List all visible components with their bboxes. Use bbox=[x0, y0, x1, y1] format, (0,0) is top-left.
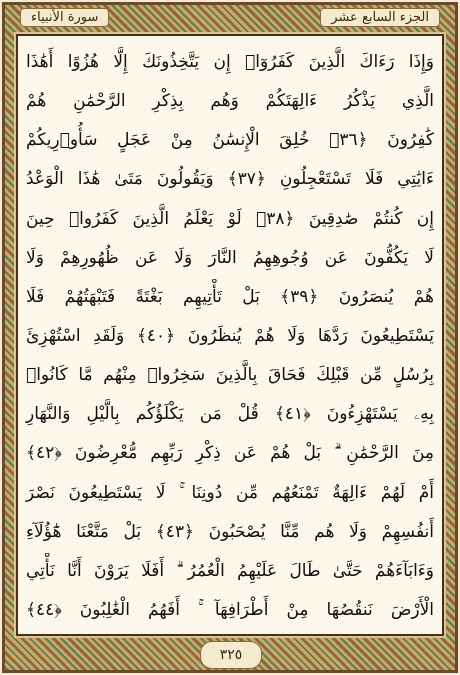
text-line: أَمْ لَهُمْ ءَالِهَةٌ تَمْنَعُهُم مِّن دُونِنَا ۚ لَا يَسْتَطِيعُونَ نَصْرَ bbox=[26, 482, 434, 503]
text-line: ءَايَٰتِي فَلَا تَسْتَعْجِلُونِ ﴿٣٧﴾ وَيَقُولُونَ مَتَىٰ هَٰذَا الْوَعْدُ bbox=[26, 169, 434, 190]
text-line: لَا يَكُفُّونَ عَن وُجُوهِهِمُ النَّارَ وَلَا عَن ظُهُورِهِمْ وَلَا bbox=[26, 247, 434, 268]
text-line: كَٰفِرُونَ ﴿٣٦﴾ خُلِقَ الْإِنسَٰنُ مِنْ عَجَلٍ سَأُو۟رِيكُمْ bbox=[26, 130, 435, 151]
text-line: بِهِۦ يَسْتَهْزِءُونَ ﴿٤١﴾ قُلْ مَن يَكْلَؤُكُم بِالَّيْلِ وَالنَّهَارِ bbox=[26, 404, 435, 425]
text-line: بِرُسُلٍ مِّن قَبْلِكَ فَحَاقَ بِالَّذِينَ سَخِرُوا۟ مِنْهُم مَّا كَانُوا۟ bbox=[26, 365, 434, 386]
page-number: ٣٢٥ bbox=[200, 641, 262, 669]
text-line: وَءَابَآءَهُمْ حَتَّىٰ طَالَ عَلَيْهِمُ الْعُمُرُ ۗ أَفَلَا يَرَوْنَ أَنَّا نَأْتِي bbox=[26, 560, 434, 581]
text-line: أَنفُسِهِمْ وَلَا هُم مِّنَّا يُصْحَبُونَ ﴿٤٣﴾ بَلْ مَتَّعْنَا هَٰٓؤُلَآءِ bbox=[26, 521, 434, 542]
page-header bbox=[20, 4, 440, 30]
text-line: الَّذِي يَذْكُرُ ءَالِهَتَكُمْ وَهُم بِذِكْرِ الرَّحْمَٰنِ هُمْ bbox=[26, 91, 434, 112]
text-line: مِنَ الرَّحْمَٰنِ ۗ بَلْ هُمْ عَن ذِكْرِ رَبِّهِم مُّعْرِضُونَ ﴿٤٢﴾ bbox=[26, 443, 434, 464]
quran-text bbox=[20, 44, 440, 628]
text-line: إِن كُنتُمْ صَٰدِقِينَ ﴿٣٨﴾ لَوْ يَعْلَمُ الَّذِينَ كَفَرُوا۟ حِينَ bbox=[26, 208, 435, 229]
surah-label: سورة الأنبياء bbox=[20, 8, 109, 27]
text-line: الْأَرْضَ نَنقُصُهَا مِنْ أَطْرَافِهَآ ۚ أَفَهُمُ الْغَٰلِبُونَ ﴿٤٤﴾ bbox=[26, 599, 434, 620]
juz-label: الجزء السابع عشر bbox=[320, 8, 440, 27]
text-line: وَإِذَا رَءَاكَ الَّذِينَ كَفَرُوٓا۟ إِن يَتَّخِذُونَكَ إِلَّا هُزُوًا أَهَٰذَا bbox=[26, 52, 434, 72]
text-line: يَسْتَطِيعُونَ رَدَّهَا وَلَا هُمْ يُنظَرُونَ ﴿٤٠﴾ وَلَقَدِ اسْتُهْزِئَ bbox=[26, 325, 434, 346]
text-line: هُمْ يُنصَرُونَ ﴿٣٩﴾ بَلْ تَأْتِيهِم بَغْتَةً فَتَبْهَتُهُمْ فَلَا bbox=[26, 286, 434, 307]
